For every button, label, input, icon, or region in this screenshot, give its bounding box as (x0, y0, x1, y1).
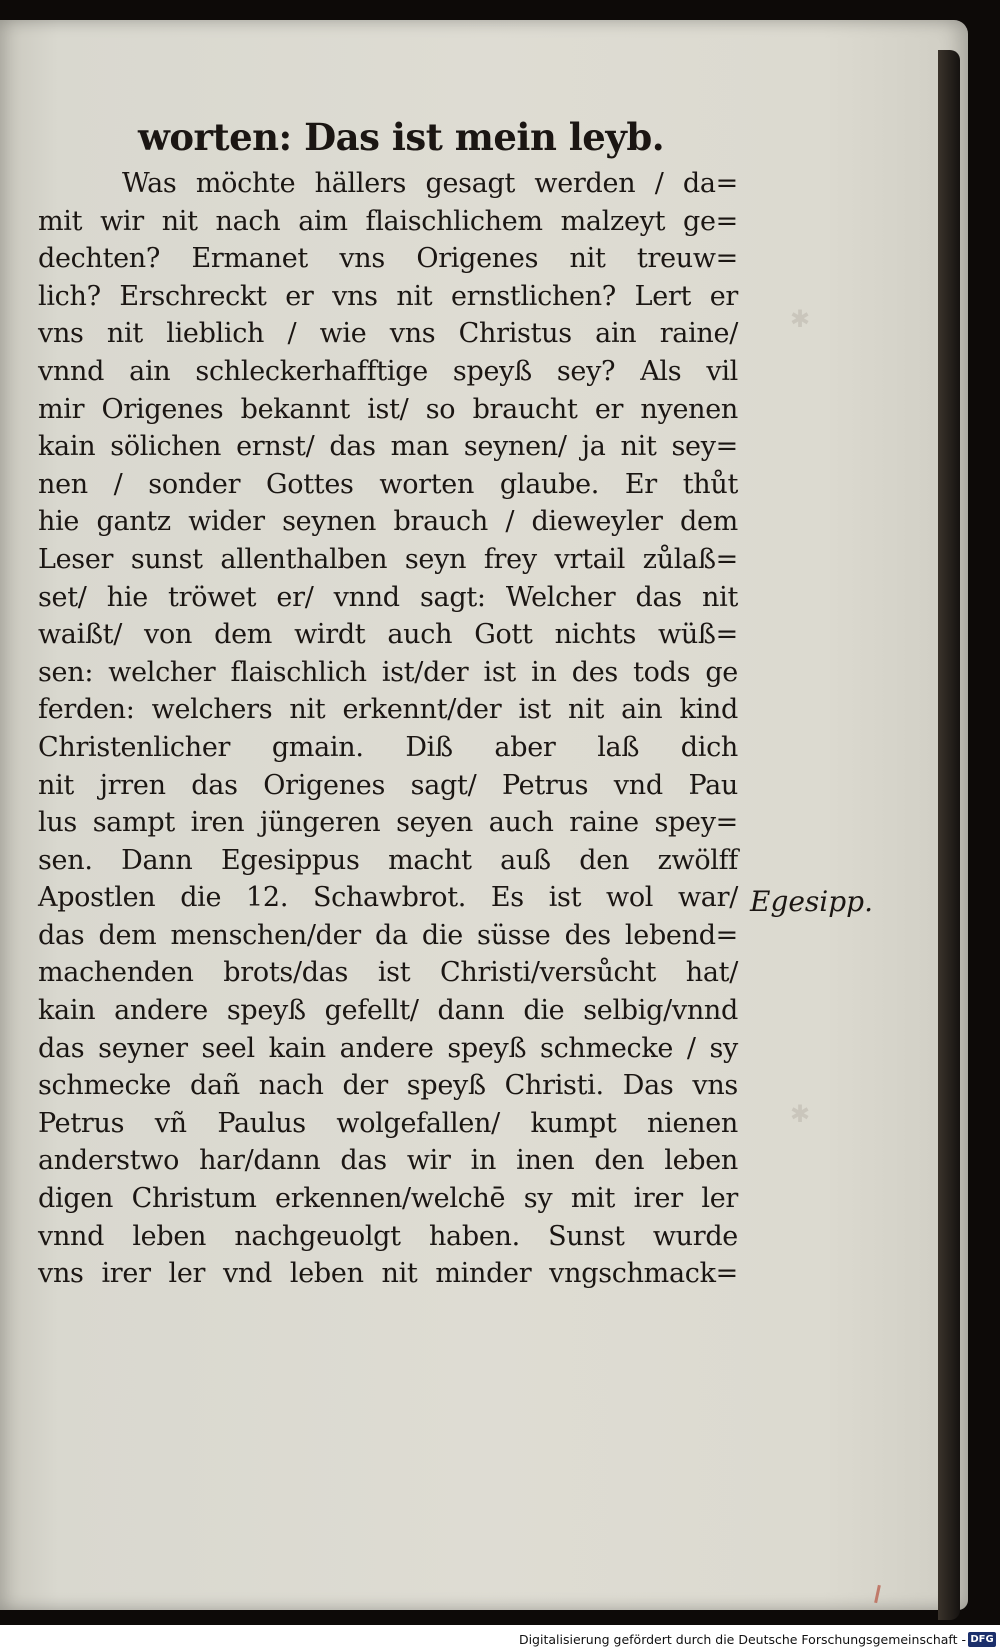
funding-credit: Digitalisierung gefördert durch die Deutsche Forschungsgemeinschaft - (518, 1632, 966, 1647)
text-line: anderstwo har/dann das wir in inen den leben (38, 1145, 738, 1177)
text-line: vns irer ler vnd leben nit minder vngschmack= (38, 1258, 738, 1290)
text-line: vns nit lieblich / wie vns Christus ain raine/ (38, 318, 738, 350)
text-line: das seyner seel kain andere speyß schmecke / sy (38, 1032, 738, 1064)
bleed-through-mark: ✱ (790, 1100, 811, 1128)
text-line: nit jrren das Origenes sagt/ Petrus vnd Pau (38, 769, 738, 801)
text-line: nen / sonder Gottes worten glaube. Er thůt (38, 468, 738, 500)
text-line: mit wir nit nach aim flaischlichem malzeyt ge= (38, 205, 738, 237)
text-line: Petrus vñ Paulus wolgefallen/ kumpt nienen (38, 1107, 738, 1139)
body-text (38, 165, 738, 1293)
text-line: ferden: welchers nit erkennt/der ist nit ain kind (38, 694, 738, 726)
bleed-through-mark: ✱ (790, 305, 811, 333)
text-line: set/ hie tröwet er/ vnnd sagt: Welcher das nit (38, 581, 738, 613)
text-line: lus sampt iren jüngeren seyen auch raine spey= (38, 807, 738, 839)
text-line: Apostlen die 12. Schawbrot. Es ist wol war/ (38, 882, 738, 914)
text-column (38, 113, 738, 1293)
text-line: kain andere speyß gefellt/ dann die selbig/vnnd (38, 995, 738, 1027)
text-line: Christenlicher gmain. Diß aber laß dich (38, 731, 738, 763)
dfg-logo: DFG (968, 1632, 996, 1647)
text-line: lich? Erschreckt er vns nit ernstlichen? Lert er (38, 280, 738, 312)
text-line: Was möchte hällers gesagt werden / da= (122, 168, 738, 199)
text-line: Leser sunst allenthalben seyn frey vrtail zůlaß= (38, 543, 738, 575)
running-headline: worten: Das ist mein leyb. (138, 115, 665, 159)
text-line: vnnd ain schleckerhafftige speyß sey? Als vil (38, 355, 738, 387)
text-line: digen Christum erkennen/welchē sy mit irer ler (38, 1183, 738, 1215)
text-line: schmecke dañ nach der speyß Christi. Das vns (38, 1070, 738, 1102)
text-line: hie gantz wider seynen brauch / dieweyler dem (38, 506, 738, 538)
text-line: mir Origenes bekannt ist/ so braucht er nyenen (38, 393, 738, 425)
text-line: machenden brots/das ist Christi/versůcht hat/ (38, 957, 738, 989)
text-line: das dem menschen/der da die süsse des lebend= (38, 919, 738, 951)
text-line: waißt/ von dem wirdt auch Gott nichts wüß= (38, 619, 738, 651)
text-line: sen: welcher flaischlich ist/der ist in des tods ge (38, 656, 738, 688)
text-line: sen. Dann Egesippus macht auß den zwölff (38, 844, 738, 876)
ink-stain (874, 1585, 881, 1603)
book-page (0, 20, 968, 1610)
footer-bar (0, 1625, 1000, 1651)
page-edge (938, 50, 960, 1620)
text-line: kain sölichen ernst/ das man seynen/ ja nit sey= (38, 431, 738, 463)
marginal-note: Egesipp. (750, 885, 874, 918)
text-line: dechten? Ermanet vns Origenes nit treuw= (38, 243, 738, 275)
text-line: vnnd leben nachgeuolgt haben. Sunst wurde (38, 1220, 738, 1252)
